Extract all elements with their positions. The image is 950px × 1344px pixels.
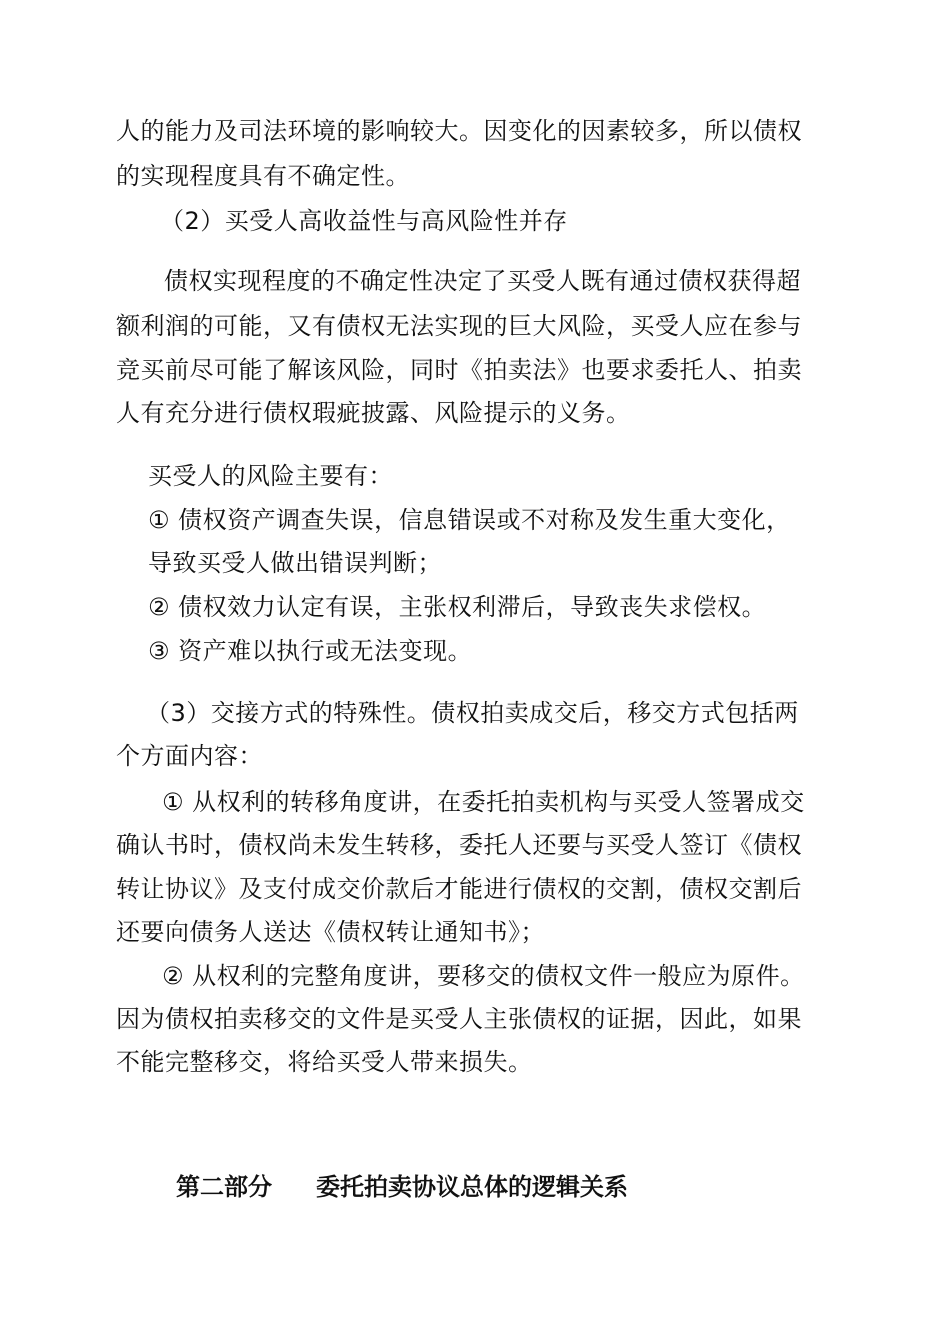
section-part: 第二部分 <box>176 1173 272 1201</box>
text-line: 还要向债务人送达《债权转让通知书》； <box>116 918 545 946</box>
section-heading <box>176 1172 628 1202</box>
text-line: 买受人的风险主要有： <box>148 462 393 490</box>
text-line: 人有充分进行债权瑕疵披露、风险提示的义务。 <box>116 399 631 427</box>
list-item-continuation: 导致买受人做出错误判断； <box>148 549 442 577</box>
list-item: ③ 资产难以执行或无法变现。 <box>148 637 473 665</box>
text-line: 不能完整移交，将给买受人带来损失。 <box>116 1048 533 1076</box>
text-line: 确认书时，债权尚未发生转移，委托人还要与买受人签订《债权 <box>116 831 802 859</box>
text-line: 的实现程度具有不确定性。 <box>116 162 410 190</box>
text-line: 转让协议》及支付成交价款后才能进行债权的交割，债权交割后 <box>116 875 802 903</box>
text-line: 个方面内容： <box>116 742 263 770</box>
list-item: ① 债权资产调查失误，信息错误或不对称及发生重大变化， <box>148 506 791 534</box>
list-item: ① 从权利的转移角度讲，在委托拍卖机构与买受人签署成交 <box>162 788 805 816</box>
text-line: 债权实现程度的不确定性决定了买受人既有通过债权获得超 <box>164 267 801 295</box>
subheading: （2）买受人高收益性与高风险性并存 <box>160 207 568 235</box>
text-line: 人的能力及司法环境的影响较大。因变化的因素较多，所以债权 <box>116 117 802 145</box>
text-line: 竞买前尽可能了解该风险，同时《拍卖法》也要求委托人、拍卖 <box>116 356 802 384</box>
list-item: ② 债权效力认定有误，主张权利滞后，导致丧失求偿权。 <box>148 593 767 621</box>
list-item: ② 从权利的完整角度讲，要移交的债权文件一般应为原件。 <box>162 962 805 990</box>
text-line: （3）交接方式的特殊性。债权拍卖成交后，移交方式包括两 <box>146 699 799 727</box>
text-line: 因为债权拍卖移交的文件是买受人主张债权的证据，因此，如果 <box>116 1005 802 1033</box>
text-line: 额利润的可能，又有债权无法实现的巨大风险，买受人应在参与 <box>116 312 802 340</box>
section-title: 委托拍卖协议总体的逻辑关系 <box>316 1173 628 1201</box>
